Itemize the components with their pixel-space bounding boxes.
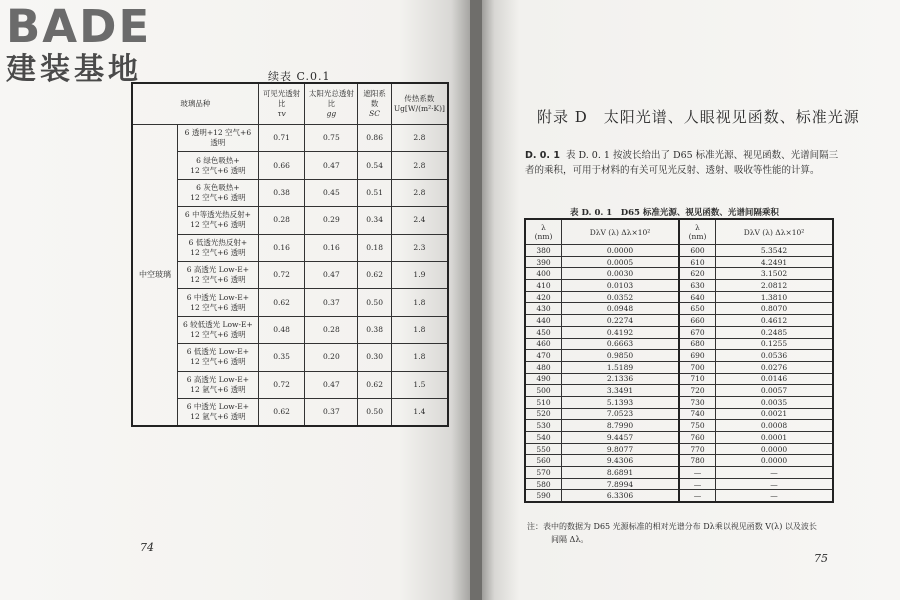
product-cell: 0.0103	[562, 280, 679, 292]
glass-type-cell: 6 高透光 Low-E+ 12 氩气+6 透明	[178, 371, 259, 398]
table-row	[525, 291, 833, 303]
table-row	[525, 443, 833, 455]
product-cell: 1.5189	[562, 361, 679, 373]
product-cell: 1.3810	[716, 291, 834, 303]
product-cell: 0.0352	[562, 291, 679, 303]
wavelength-cell: 550	[525, 443, 562, 455]
logo-text-en: BADE	[6, 0, 152, 53]
product-cell: 0.0005	[562, 256, 679, 268]
table-row	[525, 478, 833, 490]
col-header-gg: 太阳光总透射比 gg	[305, 83, 358, 125]
value-cell-sc: 0.38	[358, 316, 391, 343]
section-text: 表 D. 0. 1 按波长给出了 D65 标准光源、视见函数、光谱间隔三者的乘积，可用于材料的有关可见光反射、透射、吸收等性能的计算。	[525, 150, 839, 176]
glass-type-cell: 6 中透光 Low-E+ 12 氩气+6 透明	[178, 398, 259, 426]
value-cell-tv: 0.72	[258, 371, 305, 398]
table-row	[525, 361, 833, 373]
table-row	[525, 408, 833, 420]
wavelength-cell: 440	[525, 315, 562, 327]
value-cell-sc: 0.51	[358, 179, 391, 206]
value-cell-ug: 1.5	[391, 371, 448, 398]
product-cell: 0.0000	[716, 455, 834, 467]
wavelength-cell: 500	[525, 385, 562, 397]
wavelength-cell: 420	[525, 291, 562, 303]
table-row	[525, 350, 833, 362]
value-cell-tv: 0.35	[258, 344, 305, 371]
product-cell: 4.2491	[716, 256, 834, 268]
product-cell: 0.4192	[562, 326, 679, 338]
product-cell: 0.1255	[716, 338, 834, 350]
note-line-1: 注：表中的数据为 D65 光源标准的相对光谱分布 Dλ乘以视见函数 V(λ) 以及波长	[527, 522, 817, 531]
wavelength-cell: 650	[679, 303, 716, 315]
value-cell-sc: 0.86	[358, 125, 391, 152]
wavelength-cell: 580	[525, 478, 562, 490]
table-row	[525, 256, 833, 268]
product-cell: 2.0812	[716, 280, 834, 292]
table-row	[132, 179, 448, 206]
value-cell-tv: 0.66	[258, 152, 305, 179]
product-cell: 0.0008	[716, 420, 834, 432]
product-cell: 8.6891	[562, 467, 679, 479]
value-cell-gg: 0.29	[305, 207, 358, 234]
table-row	[525, 455, 833, 467]
col-header-sc: 遮阳系数 SC	[358, 83, 391, 125]
wavelength-cell: 470	[525, 350, 562, 362]
value-cell-sc: 0.50	[358, 398, 391, 426]
table-row	[132, 207, 448, 234]
book-gutter	[470, 0, 482, 600]
product-cell: 0.0276	[716, 361, 834, 373]
value-cell-gg: 0.16	[305, 234, 358, 261]
table-row	[132, 344, 448, 371]
product-cell: 0.9850	[562, 350, 679, 362]
table-row	[132, 152, 448, 179]
product-cell: —	[716, 490, 834, 502]
wavelength-cell: 740	[679, 408, 716, 420]
table-row	[525, 326, 833, 338]
table-row	[525, 303, 833, 315]
product-cell: 3.1502	[716, 268, 834, 280]
wavelength-cell: 590	[525, 490, 562, 502]
col-header-product-2: DλV (λ) Δλ×10²	[716, 219, 834, 245]
value-cell-gg: 0.37	[305, 398, 358, 426]
wavelength-cell: 780	[679, 455, 716, 467]
appendix-title: 附录 D 太阳光谱、人眼视见函数、标准光源	[537, 108, 860, 126]
table-row	[132, 261, 448, 288]
product-cell: 0.0000	[562, 245, 679, 257]
value-cell-gg: 0.28	[305, 316, 358, 343]
value-cell-gg: 0.20	[305, 344, 358, 371]
table-row	[132, 125, 448, 152]
value-cell-sc: 0.54	[358, 152, 391, 179]
wavelength-cell: 460	[525, 338, 562, 350]
col-header-lambda-2: λ (nm)	[679, 219, 716, 245]
value-cell-gg: 0.47	[305, 261, 358, 288]
bade-logo	[6, 0, 152, 88]
product-cell: 8.7990	[562, 420, 679, 432]
table-row	[525, 315, 833, 327]
value-cell-gg: 0.37	[305, 289, 358, 316]
product-cell: 0.0030	[562, 268, 679, 280]
wavelength-cell: 410	[525, 280, 562, 292]
left-table-title: 续表 C.0.1	[268, 70, 331, 83]
product-cell: 0.2485	[716, 326, 834, 338]
glass-type-cell: 6 低透光 Low-E+ 12 空气+6 透明	[178, 344, 259, 371]
value-cell-sc: 0.50	[358, 289, 391, 316]
wavelength-cell: 480	[525, 361, 562, 373]
value-cell-sc: 0.30	[358, 344, 391, 371]
col-header-lambda-1: λ (nm)	[525, 219, 562, 245]
wavelength-cell: 560	[525, 455, 562, 467]
wavelength-cell: 620	[679, 268, 716, 280]
wavelength-cell: 770	[679, 443, 716, 455]
table-row	[132, 289, 448, 316]
product-cell: 0.4612	[716, 315, 834, 327]
wavelength-cell: 720	[679, 385, 716, 397]
table-row	[525, 420, 833, 432]
wavelength-cell: 430	[525, 303, 562, 315]
glass-type-cell: 6 绿色吸热+ 12 空气+6 透明	[178, 152, 259, 179]
value-cell-tv: 0.16	[258, 234, 305, 261]
wavelength-cell: 530	[525, 420, 562, 432]
product-cell: —	[716, 467, 834, 479]
table-row	[525, 432, 833, 444]
value-cell-tv: 0.72	[258, 261, 305, 288]
section-d01	[525, 148, 845, 178]
wavelength-cell: —	[679, 490, 716, 502]
table-row	[525, 373, 833, 385]
wavelength-cell: 600	[679, 245, 716, 257]
product-cell: 0.2274	[562, 315, 679, 327]
table-row	[132, 316, 448, 343]
table-row	[525, 280, 833, 292]
table-row	[525, 396, 833, 408]
glass-type-cell: 6 中透光 Low-E+ 12 空气+6 透明	[178, 289, 259, 316]
wavelength-cell: 610	[679, 256, 716, 268]
value-cell-sc: 0.62	[358, 261, 391, 288]
value-cell-tv: 0.48	[258, 316, 305, 343]
wavelength-cell: 540	[525, 432, 562, 444]
wavelength-cell: 760	[679, 432, 716, 444]
product-cell: 6.3306	[562, 490, 679, 502]
product-cell: 0.6663	[562, 338, 679, 350]
wavelength-cell: 750	[679, 420, 716, 432]
wavelength-cell: 660	[679, 315, 716, 327]
wavelength-cell: 680	[679, 338, 716, 350]
glass-type-cell: 6 透明+12 空气+6 透明	[178, 125, 259, 152]
table-row	[525, 268, 833, 280]
wavelength-cell: 700	[679, 361, 716, 373]
product-cell: —	[716, 478, 834, 490]
wavelength-cell: —	[679, 467, 716, 479]
product-cell: 0.0146	[716, 373, 834, 385]
col-header-tv: 可见光透射比 τv	[258, 83, 305, 125]
table-row	[132, 398, 448, 426]
glass-type-cell: 6 中等透光热反射+ 12 空气+6 透明	[178, 207, 259, 234]
value-cell-gg: 0.75	[305, 125, 358, 152]
table-row	[525, 490, 833, 502]
value-cell-gg: 0.45	[305, 179, 358, 206]
glass-properties-table	[131, 82, 449, 427]
wavelength-cell: 490	[525, 373, 562, 385]
product-cell: 0.8070	[716, 303, 834, 315]
wavelength-cell: 570	[525, 467, 562, 479]
product-cell: 0.0536	[716, 350, 834, 362]
logo-text-cn: 建装基地	[6, 52, 142, 87]
value-cell-ug: 2.3	[391, 234, 448, 261]
wavelength-cell: 670	[679, 326, 716, 338]
glass-type-cell: 6 低透光热反射+ 12 空气+6 透明	[178, 234, 259, 261]
table-row	[525, 245, 833, 257]
section-id: D. 0. 1	[525, 150, 560, 161]
table-note	[527, 520, 847, 546]
product-cell: 0.0035	[716, 396, 834, 408]
wavelength-cell: 640	[679, 291, 716, 303]
product-cell: 7.8994	[562, 478, 679, 490]
table-row	[525, 385, 833, 397]
d65-product-table	[524, 218, 834, 503]
col-header-glass: 玻璃品种	[132, 83, 258, 125]
product-cell: 9.8077	[562, 443, 679, 455]
value-cell-sc: 0.18	[358, 234, 391, 261]
glass-type-cell: 6 较低透光 Low-E+ 12 空气+6 透明	[178, 316, 259, 343]
product-cell: 3.3491	[562, 385, 679, 397]
wavelength-cell: 520	[525, 408, 562, 420]
product-cell: 0.0001	[716, 432, 834, 444]
value-cell-ug: 2.8	[391, 179, 448, 206]
value-cell-ug: 1.9	[391, 261, 448, 288]
value-cell-gg: 0.47	[305, 152, 358, 179]
product-cell: 0.0021	[716, 408, 834, 420]
product-cell: 0.0057	[716, 385, 834, 397]
value-cell-ug: 2.8	[391, 125, 448, 152]
table-row	[525, 467, 833, 479]
value-cell-sc: 0.34	[358, 207, 391, 234]
table-row	[132, 371, 448, 398]
page-number-left: 74	[140, 541, 154, 554]
glass-type-cell: 6 灰色吸热+ 12 空气+6 透明	[178, 179, 259, 206]
wavelength-cell: 390	[525, 256, 562, 268]
wavelength-cell: 710	[679, 373, 716, 385]
value-cell-ug: 1.4	[391, 398, 448, 426]
value-cell-ug: 2.8	[391, 152, 448, 179]
note-line-2: 间隔 Δλ。	[551, 535, 589, 544]
value-cell-tv: 0.71	[258, 125, 305, 152]
value-cell-tv: 0.62	[258, 398, 305, 426]
col-header-product-1: DλV (λ) Δλ×10²	[562, 219, 679, 245]
product-cell: 0.0948	[562, 303, 679, 315]
value-cell-gg: 0.47	[305, 371, 358, 398]
wavelength-cell: 380	[525, 245, 562, 257]
value-cell-ug: 2.4	[391, 207, 448, 234]
product-cell: 7.0523	[562, 408, 679, 420]
glass-type-cell: 6 高透光 Low-E+ 12 空气+6 透明	[178, 261, 259, 288]
wavelength-cell: 400	[525, 268, 562, 280]
product-cell: 9.4306	[562, 455, 679, 467]
wavelength-cell: 630	[679, 280, 716, 292]
product-cell: 0.0000	[716, 443, 834, 455]
product-cell: 9.4457	[562, 432, 679, 444]
table-row	[132, 234, 448, 261]
wavelength-cell: 730	[679, 396, 716, 408]
page-number-right: 75	[814, 552, 828, 565]
wavelength-cell: 690	[679, 350, 716, 362]
wavelength-cell: 450	[525, 326, 562, 338]
table-row	[525, 338, 833, 350]
value-cell-ug: 1.8	[391, 344, 448, 371]
product-cell: 5.3542	[716, 245, 834, 257]
product-cell: 2.1336	[562, 373, 679, 385]
col-header-ug: 传热系数 Ug[W/(m²·K)]	[391, 83, 448, 125]
category-cell: 中空玻璃	[132, 125, 178, 427]
product-cell: 5.1393	[562, 396, 679, 408]
wavelength-cell: 510	[525, 396, 562, 408]
value-cell-tv: 0.38	[258, 179, 305, 206]
wavelength-cell: —	[679, 478, 716, 490]
value-cell-sc: 0.62	[358, 371, 391, 398]
value-cell-ug: 1.8	[391, 289, 448, 316]
table-caption: 表 D. 0. 1 D65 标准光源、视见函数、光谱间隔乘积	[570, 208, 779, 218]
value-cell-tv: 0.62	[258, 289, 305, 316]
value-cell-tv: 0.28	[258, 207, 305, 234]
value-cell-ug: 1.8	[391, 316, 448, 343]
